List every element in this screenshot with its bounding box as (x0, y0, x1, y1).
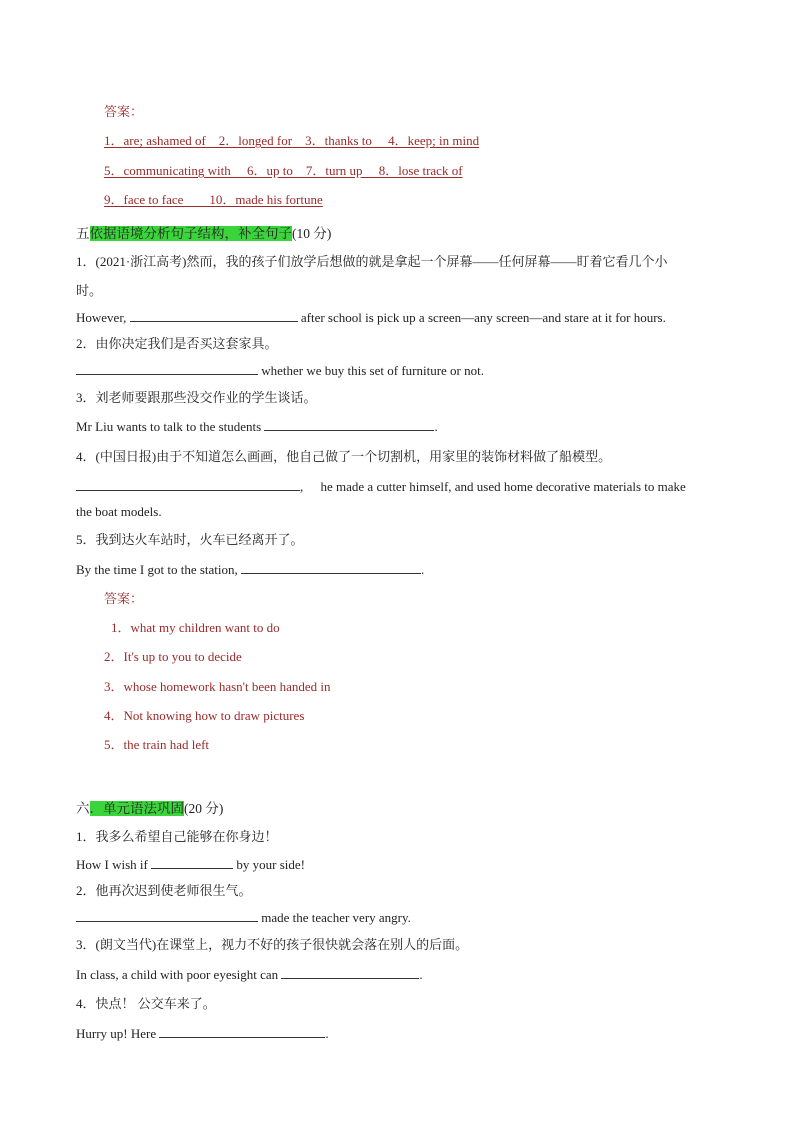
s5-q4-blank[interactable] (76, 477, 300, 491)
s5-answer-5: 5．the train had left (104, 737, 210, 752)
prev-answer-line-1: 1．are; ashamed of 2．longed for 3．thanks to 4．keep; in mind (104, 133, 480, 148)
s6-q2-en: made the teacher very angry. (261, 910, 411, 925)
s5-q4-comma: , (300, 479, 304, 494)
s6-q4-end: . (325, 1026, 329, 1041)
section5-prefix: 五 (76, 226, 90, 241)
s6-q4-english (76, 1024, 329, 1043)
s5-q1-en-a: However, (76, 310, 127, 325)
s5-q5-blank[interactable] (241, 560, 421, 574)
s5-q4-en: he made a cutter himself, and used home decorative materials to make (320, 479, 686, 494)
s5-q3-english (76, 417, 438, 436)
prev-answer-line-2: 5．communicating with 6．up to 7．turn up 8．lose track of (104, 163, 463, 178)
section6-score: (20 分) (184, 801, 224, 816)
s6-q4-chinese: 4．快点！ 公交车来了。 (76, 996, 216, 1011)
s6-q2-english (76, 908, 411, 927)
s5-q3-en: Mr Liu wants to talk to the students (76, 419, 262, 434)
section6-title: ．单元语法巩固 (89, 801, 184, 816)
section5-heading (76, 225, 331, 243)
s6-q1-chinese: 1．我多么希望自己能够在你身边！ (76, 829, 278, 844)
s6-q3-blank[interactable] (281, 965, 419, 979)
s5-q4-english (76, 477, 686, 496)
s5-q5-en: By the time I got to the station, (76, 562, 238, 577)
s6-q1-english (76, 855, 305, 874)
s6-q4-en: Hurry up! Here (76, 1026, 157, 1041)
s5-answer-4: 4．Not knowing how to draw pictures (104, 708, 305, 723)
section5-title: 依据语境分析句子结构，补全句子 (89, 226, 292, 241)
s5-q3-end: . (434, 419, 438, 434)
s5-q1-chinese-cont: 时。 (76, 283, 103, 298)
prev-answer-line-3: 9．face to face 10．made his fortune (104, 192, 323, 207)
s5-q1-en-b: after school is pick up a screen—any screen—and stare at it for hours. (300, 310, 666, 325)
s6-q3-en: In class, a child with poor eyesight can (76, 967, 279, 982)
s5-q1-chinese: 1．(2021·浙江高考)然而，我的孩子们放学后想做的就是拿起一个屏幕——任何屏幕——盯着它看几个小 (76, 254, 668, 269)
s6-q1-en-a: How I wish if (76, 857, 148, 872)
s5-q2-english (76, 361, 484, 380)
s5-q2-chinese: 2．由你决定我们是否买这套家具。 (76, 336, 278, 351)
s5-q5-english (76, 560, 424, 579)
s5-answer-label: 答案： (104, 591, 144, 606)
s5-q1-english (76, 308, 666, 327)
s6-q3-english (76, 965, 423, 984)
s6-q1-en-b: by your side! (236, 857, 305, 872)
s6-q4-blank[interactable] (159, 1024, 325, 1038)
s6-q2-chinese: 2．他再次迟到使老师很生气。 (76, 883, 252, 898)
s5-q4-chinese: 4．(中国日报)由于不知道怎么画画，他自己做了一个切割机，用家里的装饰材料做了船模型。 (76, 449, 612, 464)
s5-q3-chinese: 3．刘老师要跟那些没交作业的学生谈话。 (76, 390, 317, 405)
section6-heading (76, 800, 223, 818)
s6-q3-chinese: 3．(朗文当代)在课堂上，视力不好的孩子很快就会落在别人的后面。 (76, 937, 469, 952)
s5-answer-2: 2．It's up to you to decide (104, 649, 242, 664)
s5-answer-1: 1．what my children want to do (111, 620, 280, 635)
section6-prefix: 六 (76, 801, 90, 816)
s5-answer-3: 3．whose homework hasn't been handed in (104, 679, 331, 694)
s5-q3-blank[interactable] (264, 417, 434, 431)
s6-q3-end: . (419, 967, 423, 982)
answer-label: 答案： (104, 104, 144, 119)
s5-q4-english-cont: the boat models. (76, 504, 162, 519)
s6-q1-blank[interactable] (151, 855, 233, 869)
s5-q5-end: . (421, 562, 425, 577)
s5-q5-chinese: 5．我到达火车站时，火车已经离开了。 (76, 532, 304, 547)
s6-q2-blank[interactable] (76, 908, 258, 922)
s5-q2-blank[interactable] (76, 361, 258, 375)
section5-score: (10 分) (292, 226, 332, 241)
s5-q2-en: whether we buy this set of furniture or not. (261, 363, 485, 378)
s5-q1-blank[interactable] (130, 308, 298, 322)
